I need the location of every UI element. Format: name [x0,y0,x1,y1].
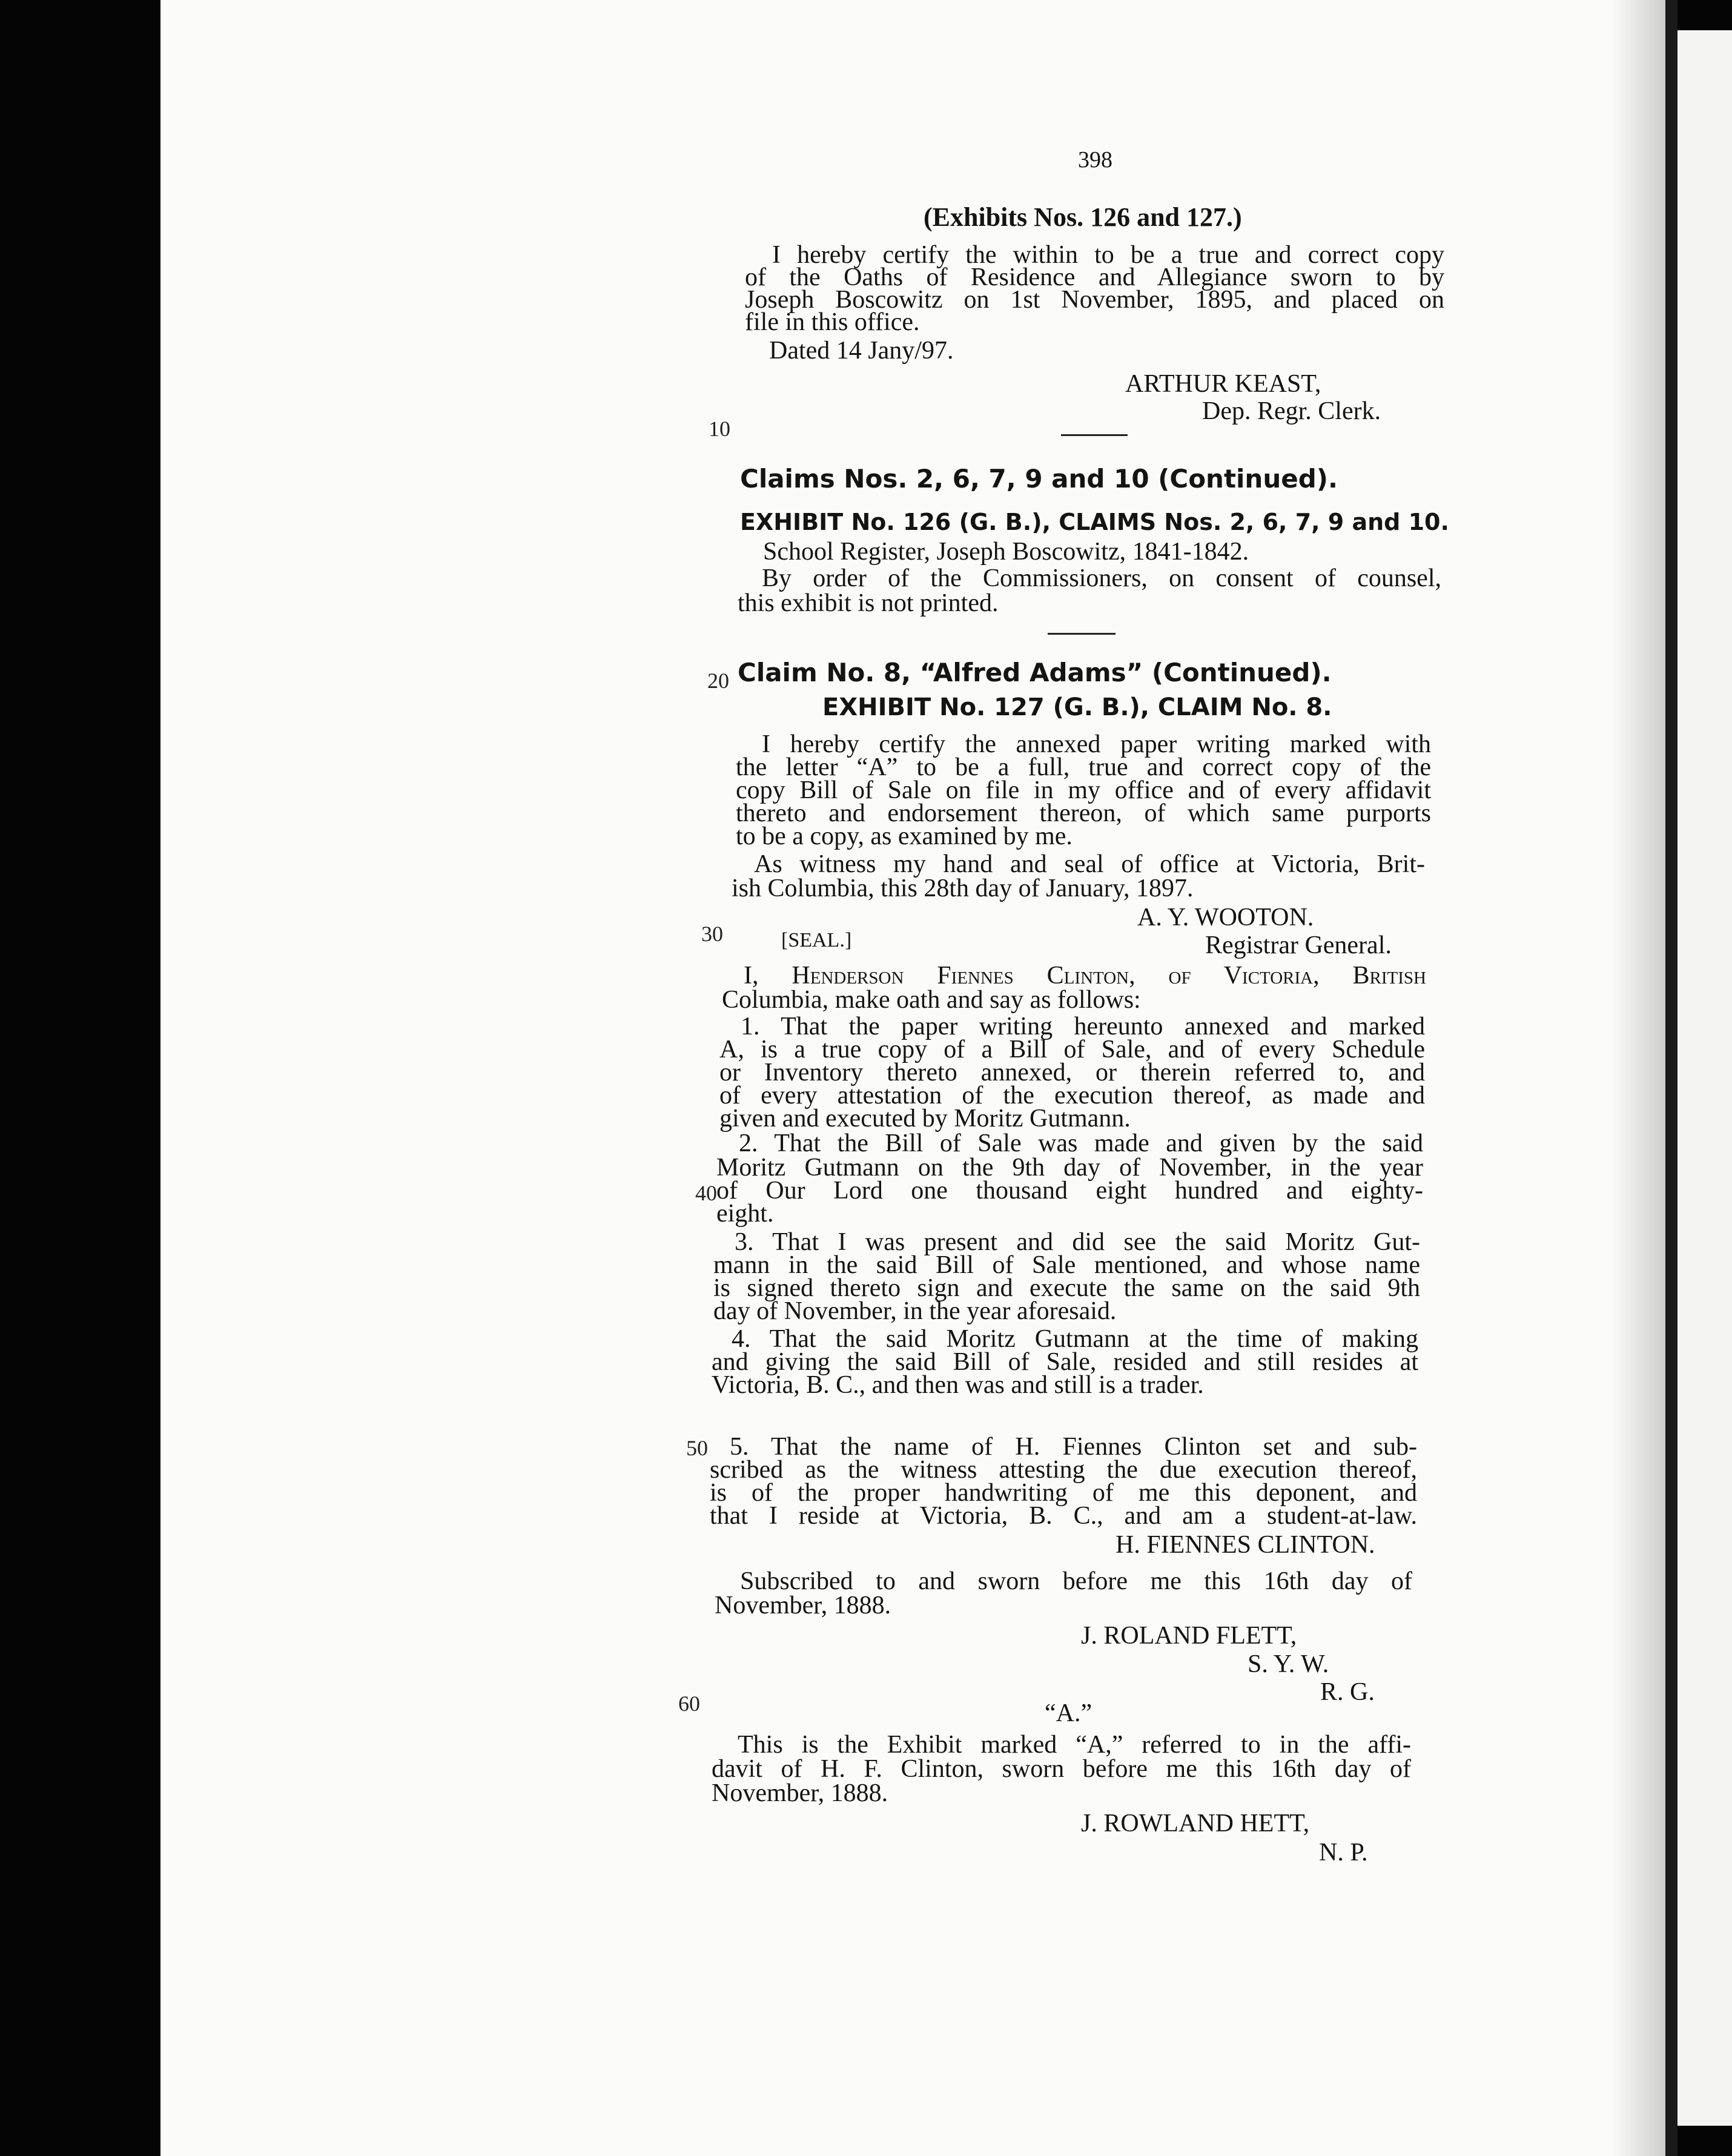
affidavit-p3-line-4: day of November, in the year aforesaid. [713,1297,1117,1325]
exhibits-heading: (Exhibits Nos. 126 and 127.) [924,202,1242,232]
commissioner-title-1: S. Y. W. [1248,1650,1329,1678]
page-number: 398 [1078,147,1112,173]
affidavit-p4-line-3: Victoria, B. C., and then was and still is a trader. [712,1371,1204,1399]
deponent-signature: H. FIENNES CLINTON. [1116,1531,1375,1559]
affidavit-intro-line-2: Columbia, make oath and say as follows: [722,986,1141,1014]
affidavit-p3-line-3: is signed thereto sign and execute the same on the said 9th [713,1274,1420,1302]
affidavit-p1-line-5: given and executed by Moritz Gutmann. [719,1105,1131,1133]
certificate-signer-title: Dep. Regr. Clerk. [1202,397,1381,425]
affidavit-p5-line-3: is of the proper handwriting of me this deponent, and [710,1479,1417,1507]
affidavit-p1-line-2: A, is a true copy of a Bill of Sale, and of every Schedule [719,1036,1425,1063]
exhibit-a-line-1: This is the Exhibit marked “A,” referred to in the affi- [738,1731,1411,1759]
affidavit-p5-line-1: 5. That the name of H. Fiennes Clinton set and sub- [730,1433,1417,1461]
line-number-30: 30 [701,922,723,946]
exhibit-127-heading: EXHIBIT No. 127 (G. B.), CLAIM No. 8. [822,693,1332,721]
affidavit-p4-line-1: 4. That the said Moritz Gutmann at the time of making [732,1325,1418,1353]
commissioner-signature: J. ROLAND FLETT, [1081,1622,1297,1650]
certificate-line-3: Joseph Boscowitz on 1st November, 1895, and placed on [745,286,1444,314]
sworn-line-1: Subscribed to and sworn before me this 16th day of [740,1567,1412,1595]
commissioner-title-2: R. G. [1320,1678,1375,1706]
affidavit-p3-line-1: 3. That I was present and did see the said Moritz Gut- [735,1228,1420,1256]
certificate-line-1: I hereby certify the within to be a true and correct copy [772,241,1444,269]
exhibit-a-signer-title: N. P. [1319,1839,1368,1867]
witness-para-line-2: ish Columbia, this 28th day of January, 1897. [732,875,1194,902]
claims-heading-section-1: Claims Nos. 2, 6, 7, 9 and 10 (Continued). [740,464,1338,494]
line-number-40: 40 [695,1181,717,1205]
exhibit-126-note-line-2: this exhibit is not printed. [738,589,999,617]
affidavit-p1-line-3: or Inventory thereto annexed, or therein referred to, and [719,1059,1425,1086]
exhibit-a-signer: J. ROWLAND HETT, [1081,1810,1310,1837]
certify-para-line-4: thereto and endorsement thereon, of which same purports [736,799,1431,827]
certificate-line-4: file in this office. [745,308,920,336]
line-number-50: 50 [686,1436,708,1460]
claim-8-heading: Claim No. 8, “Alfred Adams” (Continued). [738,658,1332,687]
exhibit-a-line-3: November, 1888. [712,1779,888,1807]
affidavit-intro-line-1: I, Henderson Fiennes Clinton, of Victoria, British [744,962,1426,990]
registrar-general-title: Registrar General. [1205,931,1392,959]
school-register-line: School Register, Joseph Boscowitz, 1841-1842. [763,538,1249,566]
exhibit-126-note-line-1: By order of the Commissioners, on consent of counsel, [762,564,1441,592]
certificate-dated: Dated 14 Jany/97. [769,337,954,365]
certificate-line-2: of the Oaths of Residence and Allegiance sworn to by [745,263,1444,291]
book-spine [1665,0,1677,2156]
certify-para-line-1: I hereby certify the annexed paper writing marked with [762,730,1431,758]
wooton-signature: A. Y. WOOTON. [1137,904,1314,931]
exhibit-a-line-2: davit of H. F. Clinton, sworn before me this 16th day of [712,1755,1411,1783]
affidavit-p2-line-2: Moritz Gutmann on the 9th day of November, in the year [716,1154,1423,1182]
exhibit-a-label: “A.” [1045,1699,1092,1727]
line-number-10: 10 [709,417,730,441]
affidavit-p5-line-4: that I reside at Victoria, B. C., and am a student-at-law. [710,1502,1417,1530]
certify-para-line-3: copy Bill of Sale on file in my office and of every affidavit [736,776,1431,804]
affidavit-p2-line-3: of Our Lord one thousand eight hundred and eighty- [716,1177,1423,1205]
affidavit-p2-line-1: 2. That the Bill of Sale was made and given by the said [739,1129,1423,1157]
affidavit-p5-line-2: scribed as the witness attesting the due execution thereof, [710,1456,1417,1484]
section-divider-1 [1061,434,1128,436]
certify-para-line-2: the letter “A” to be a full, true and correct copy of the [736,753,1431,781]
affidavit-p4-line-2: and giving the said Bill of Sale, resided and still resides at [712,1348,1418,1376]
seal-marker: [SEAL.] [781,929,852,951]
adjacent-page-edge [1677,30,1732,2126]
certificate-signer-name: ARTHUR KEAST, [1125,370,1321,398]
line-number-20: 20 [707,669,729,693]
exhibit-126-heading: EXHIBIT No. 126 (G. B.), CLAIMS Nos. 2, 6, 7, 9 and 10. [740,509,1449,535]
section-divider-2 [1048,633,1116,635]
page-gutter-shadow [1611,0,1665,2156]
affidavit-p1-line-4: of every attestation of the execution thereof, as made and [719,1082,1425,1109]
affidavit-p3-line-2: mann in the said Bill of Sale mentioned, and whose name [713,1251,1420,1279]
line-number-60: 60 [678,1691,700,1716]
witness-para-line-1: As witness my hand and seal of office at Victoria, Brit- [754,850,1425,878]
certify-para-line-5: to be a copy, as examined by me. [736,822,1073,850]
affidavit-p1-line-1: 1. That the paper writing hereunto annexed and marked [741,1013,1425,1040]
affidavit-p2-line-4: eight. [716,1200,774,1228]
sworn-line-2: November, 1888. [715,1592,891,1619]
